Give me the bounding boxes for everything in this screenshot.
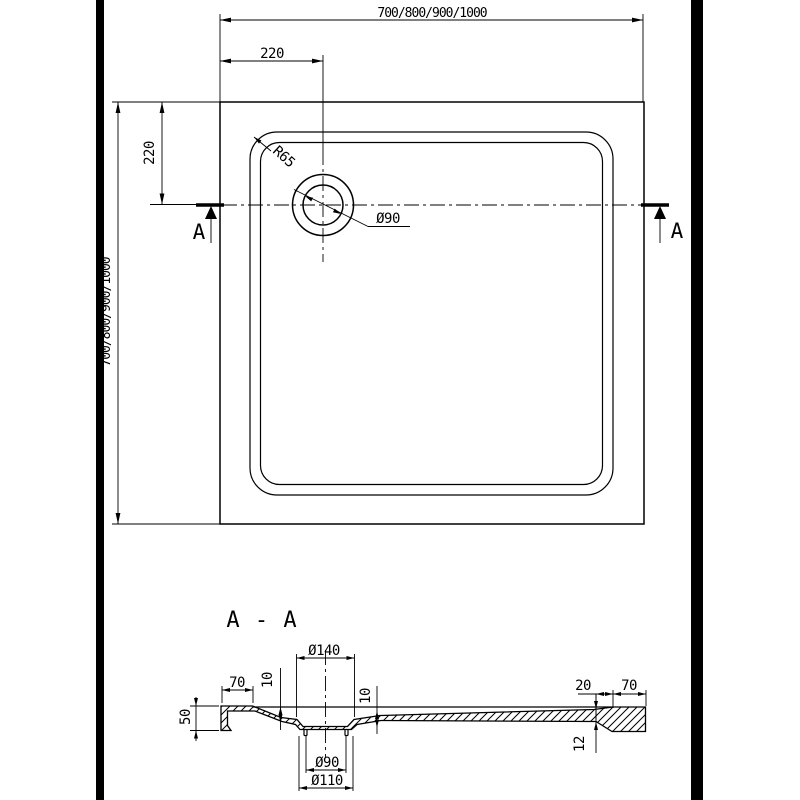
tray-inner-edge-inner — [261, 143, 603, 485]
left-rim-dim-label: 70 — [229, 675, 245, 691]
section-label-right: A — [670, 219, 684, 243]
tray-section-profile — [221, 706, 646, 732]
right-transition-label: 20 — [575, 678, 591, 694]
tray-inner-edge-outer — [250, 132, 613, 495]
section-arrow-right-icon — [654, 206, 666, 219]
section-label-left: A — [192, 220, 206, 244]
drain-diameter-label: Ø90 — [376, 211, 400, 227]
overall-height-dim-label: 700/800/900/1000 — [99, 257, 114, 367]
drain-hole-label: Ø90 — [315, 755, 339, 771]
recess-dia-label: Ø140 — [308, 643, 340, 659]
overall-width-dim-label: 700/800/900/1000 — [377, 6, 487, 21]
drain-offset-side-dim-label: 220 — [142, 141, 158, 165]
drain-offset-top-dim-label: 220 — [260, 46, 284, 62]
corner-radius-label: R65 — [269, 143, 298, 171]
drain-diameter-leader — [294, 190, 368, 227]
section-view — [178, 608, 646, 791]
left-border-bar — [96, 0, 104, 800]
section-arrow-left-icon — [205, 206, 217, 219]
right-border-bar — [691, 0, 703, 800]
top-view — [99, 6, 684, 524]
drain-collar-label: Ø110 — [311, 773, 343, 789]
right-rim-dim-label: 70 — [621, 678, 637, 694]
recess-depth-label: 10 — [260, 672, 276, 688]
tray-height-label: 50 — [178, 709, 194, 725]
edge-thickness-label: 12 — [572, 736, 588, 752]
section-title: A - A — [226, 608, 298, 633]
floor-drop-label: 10 — [358, 688, 374, 704]
